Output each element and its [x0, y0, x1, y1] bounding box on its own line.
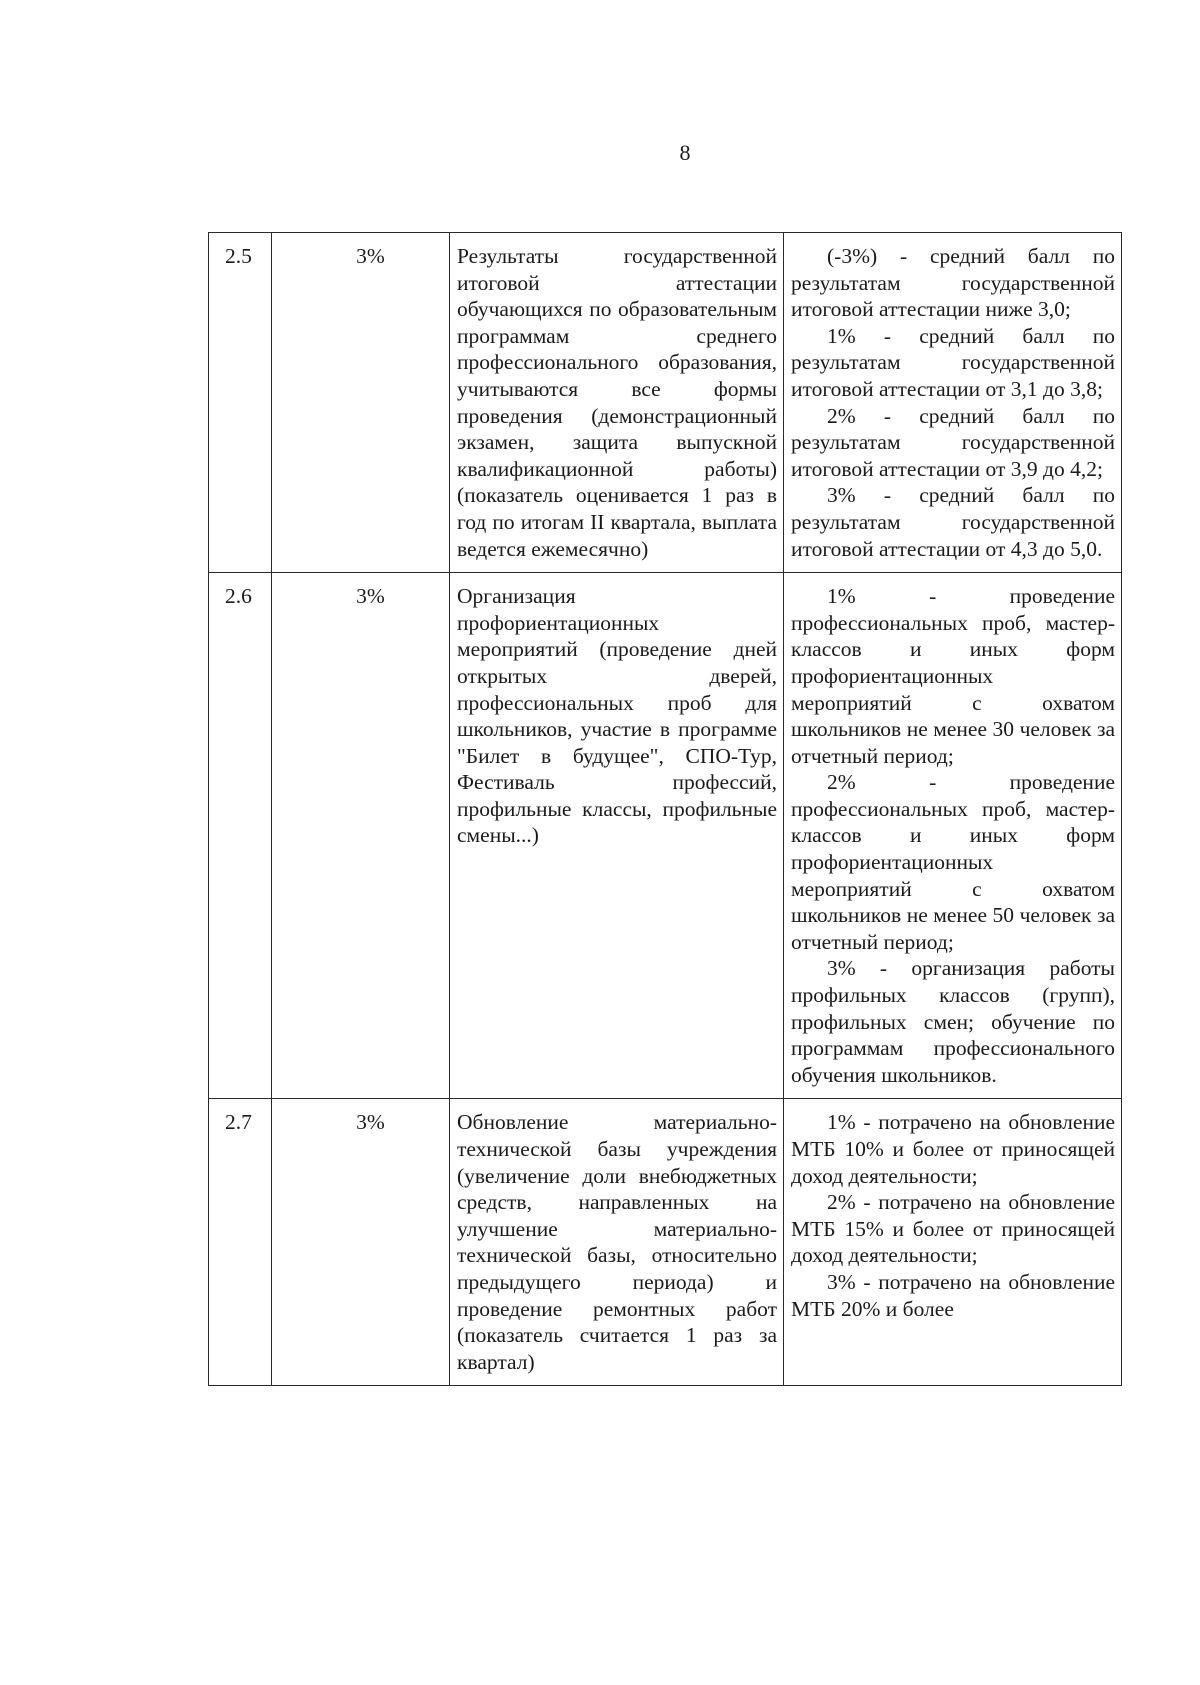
row-conditions [784, 1099, 1122, 1386]
row-description: Обновление материально-технической базы учреждения (увеличение доли внебюджетных средств, направленных на улучшение материально-технической базы, относительно предыдущего периода) и проведение ремонтных работ (показатель считается 1 раз за квартал) [450, 1099, 784, 1386]
row-description: Результаты государственной итоговой аттестации обучающихся по образовательным программам среднего профессионального образования, учитываются все формы проведения (демонстрационный экзамен, защита выпускной квалификационной работы) (показатель оценивается 1 раз в год по итогам II квартала, выплата ведется ежемесячно) [450, 233, 784, 573]
row-percent: 3% [272, 573, 450, 1099]
criteria-table [208, 232, 1122, 1386]
row-conditions [784, 233, 1122, 573]
row-number: 2.7 [209, 1099, 272, 1386]
row-description: Организация профориентационных мероприятий (проведение дней открытых дверей, профессиональных проб для школьников, участие в программе "Билет в будущее", СПО-Тур, Фестиваль профессий, профильные классы, профильные смены...) [450, 573, 784, 1099]
table-row [209, 1099, 1122, 1386]
row-number: 2.5 [209, 233, 272, 573]
row-percent: 3% [272, 1099, 450, 1386]
condition-item: (-3%) - средний балл по результатам государственной итоговой аттестации ниже 3,0; [791, 244, 1115, 322]
page-number: 8 [679, 140, 691, 165]
row-conditions [784, 573, 1122, 1099]
condition-item: 3% - организация работы профильных классов (групп), профильных смен; обучение по программам профессионального обучения школьников. [791, 956, 1115, 1087]
row-number: 2.6 [209, 573, 272, 1099]
condition-item: 3% - потрачено на обновление МТБ 20% и более [791, 1269, 1115, 1321]
condition-item: 2% - потрачено на обновление МТБ 15% и более от приносящей доход деятельности; [791, 1190, 1115, 1268]
row-percent: 3% [272, 233, 450, 573]
table-row [209, 573, 1122, 1099]
table-row [209, 233, 1122, 573]
condition-item: 2% - проведение профессиональных проб, мастер-классов и иных форм профориентационных мероприятий с охватом школьников не менее 50 человек за отчетный период; [791, 770, 1115, 954]
condition-item: 1% - потрачено на обновление МТБ 10% и более от приносящей доход деятельности; [791, 1110, 1115, 1188]
condition-item: 2% - средний балл по результатам государственной итоговой аттестации от 3,9 до 4,2; [791, 403, 1115, 481]
condition-item: 3% - средний балл по результатам государственной итоговой аттестации от 4,3 до 5,0. [791, 483, 1115, 561]
condition-item: 1% - средний балл по результатам государственной итоговой аттестации от 3,1 до 3,8; [791, 323, 1115, 401]
condition-item: 1% - проведение профессиональных проб, мастер-классов и иных форм профориентационных мероприятий с охватом школьников не менее 30 человек за отчетный период; [791, 584, 1115, 768]
